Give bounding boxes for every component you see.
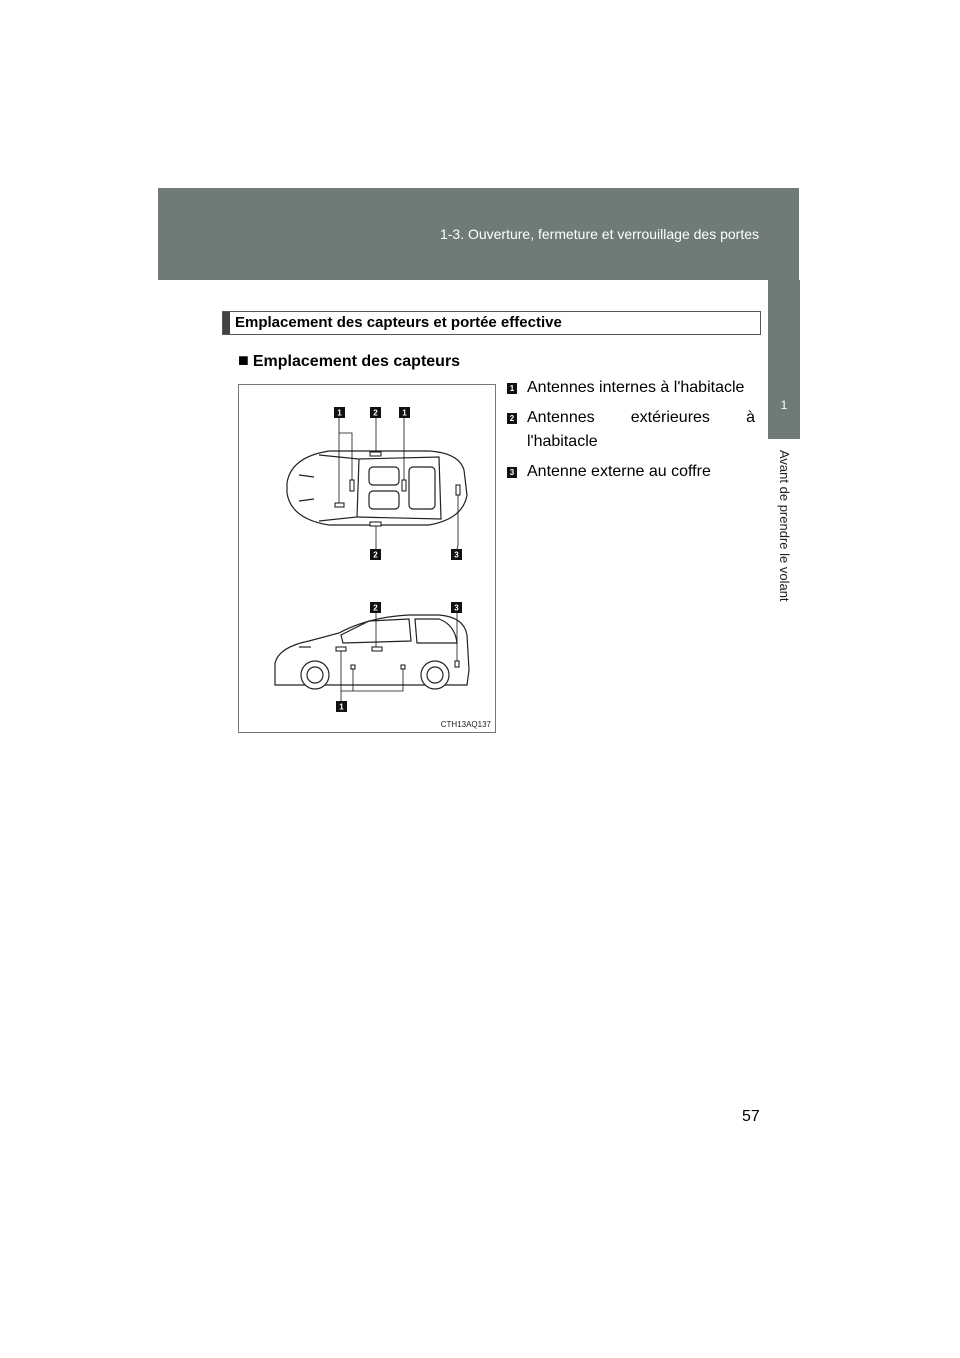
legend-item-1 xyxy=(507,376,755,400)
legend-text-2b: l'habitacle xyxy=(527,433,598,450)
legend-item-2 xyxy=(507,406,755,454)
legend-list xyxy=(507,376,755,490)
top-callout-1a: 1 xyxy=(337,408,342,418)
side-view-callouts xyxy=(336,602,462,712)
side-callout-1: 1 xyxy=(339,702,344,712)
legend-badge-3: 3 xyxy=(507,467,517,478)
chapter-side-tab xyxy=(768,280,800,439)
top-callout-2a: 2 xyxy=(373,408,378,418)
car-diagram xyxy=(239,385,497,734)
car-side-view xyxy=(275,615,469,689)
figure-code: CTH13AQ137 xyxy=(440,720,491,729)
sensor-location-figure xyxy=(238,384,496,733)
legend-badge-1: 1 xyxy=(507,383,517,394)
square-bullet-icon: ■ xyxy=(238,350,249,370)
legend-text-1: Antennes internes à l'habitacle xyxy=(527,379,745,396)
side-callout-3: 3 xyxy=(454,603,459,613)
top-callout-2b: 2 xyxy=(373,550,378,560)
section-heading-box xyxy=(222,311,761,335)
chapter-header-band xyxy=(158,188,799,280)
legend-text-2a: Antennes extérieures à xyxy=(527,409,755,426)
legend-item-3 xyxy=(507,460,755,484)
page-number: 57 xyxy=(742,1108,760,1125)
top-callout-3: 3 xyxy=(454,550,459,560)
section-title: Emplacement des capteurs et portée effective xyxy=(235,314,562,331)
subsection-heading xyxy=(238,350,460,371)
chapter-side-tab-label: Avant de prendre le volant xyxy=(777,450,792,602)
legend-text-3: Antenne externe au coffre xyxy=(527,463,711,480)
side-callout-2: 2 xyxy=(373,603,378,613)
top-callout-1b: 1 xyxy=(402,408,407,418)
subsection-title: Emplacement des capteurs xyxy=(252,353,461,370)
legend-badge-2: 2 xyxy=(507,413,517,424)
chapter-side-tab-number: 1 xyxy=(780,398,788,412)
chapter-header-title: 1-3. Ouverture, fermeture et verrouillage des portes xyxy=(439,226,759,242)
car-top-view xyxy=(287,451,467,525)
